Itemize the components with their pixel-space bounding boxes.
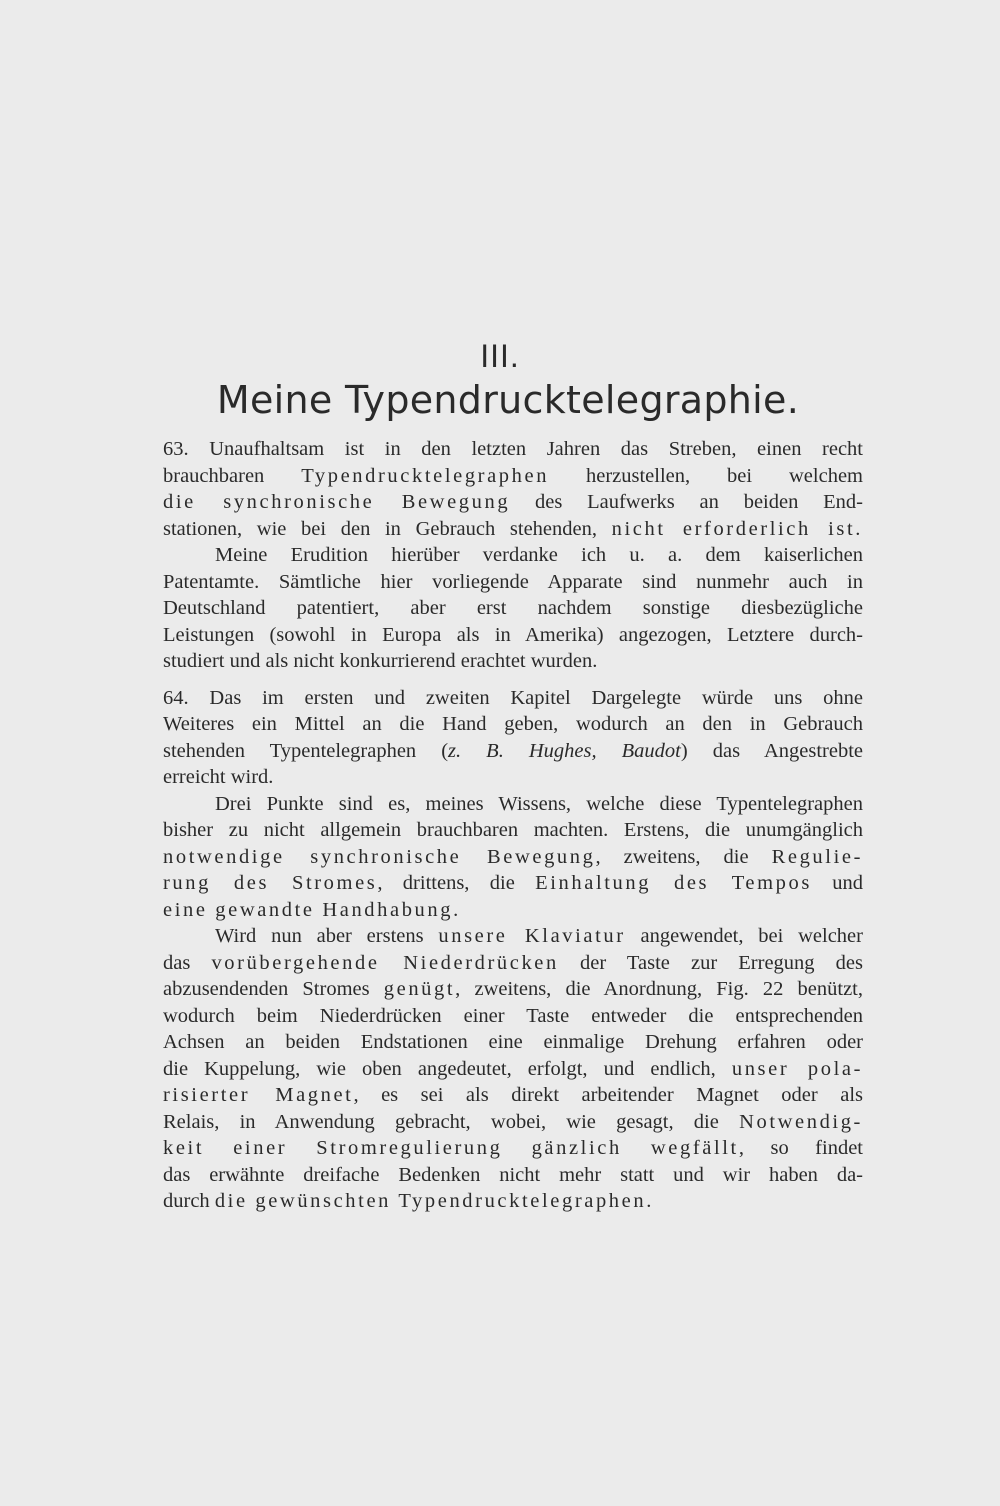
text-line	[163, 1188, 863, 1215]
text-segment: abzusendenden Stromes	[163, 978, 384, 1000]
spaced-emphasis: eine gewandte Handhabung	[163, 898, 454, 921]
text-segment: Patentamte. Sämtliche hier vorliegende Apparate sind nunmehr auch in	[163, 570, 863, 593]
spaced-emphasis: rung des Stromes	[163, 872, 378, 894]
text-segment: brauchbaren	[163, 464, 302, 487]
chapter-title: Meine Typendrucktelegraphie.	[216, 378, 800, 422]
text-segment: .	[453, 898, 459, 921]
text-segment: , zweitens, die	[595, 845, 772, 868]
text-segment: das erwähnte dreifache Bedenken nicht mehr statt und wir haben da-	[163, 1163, 863, 1186]
text-line	[163, 738, 863, 765]
spaced-emphasis: risierter Magnet	[163, 1084, 354, 1106]
text-segment: Relais, in Anwendung gebracht, wobei, wie gesagt, die	[163, 1110, 740, 1133]
text-line	[163, 764, 863, 791]
chapter-body	[163, 436, 863, 1215]
text-segment: angewendet, bei welcher	[625, 925, 863, 947]
text-segment: Meine Erudition hierüber verdanke ich u. a. dem kaiserlichen	[215, 544, 863, 566]
text-line	[163, 516, 863, 543]
spaced-emphasis: nicht erforderlich ist.	[611, 517, 863, 540]
text-line	[163, 1135, 863, 1162]
spaced-emphasis: Einhaltung des Tempos	[535, 872, 812, 894]
text-line	[163, 463, 863, 490]
text-line	[163, 489, 863, 516]
text-line	[163, 648, 863, 675]
italic-reference: z. B. Hughes, Baudot	[448, 739, 681, 762]
text-segment: , zweitens, die Anordnung, Fig. 22 benützt,	[455, 978, 864, 1000]
text-line	[163, 622, 863, 649]
spaced-emphasis: genügt	[383, 978, 456, 1000]
text-segment: Drei Punkte sind es, meines Wissens, welche diese Typentelegraphen	[215, 792, 863, 815]
section-number: 64.	[163, 686, 189, 709]
spaced-emphasis: die gewünschten Typendrucktelegraphen	[214, 1190, 647, 1212]
text-line	[163, 542, 863, 569]
spaced-emphasis: die synchronische Bewegung	[163, 491, 511, 513]
spaced-emphasis: keit einer Stromregulierung gänzlich wegfällt	[163, 1137, 739, 1159]
text-line	[163, 870, 863, 897]
text-segment: , so findet	[738, 1137, 863, 1159]
text-segment: erreicht wird.	[163, 766, 274, 788]
spaced-emphasis: Typendrucktelegraphen	[301, 464, 550, 487]
text-line	[163, 569, 863, 596]
text-line	[163, 436, 863, 463]
text-segment: herzustellen, bei welchem	[549, 464, 863, 487]
text-segment: Deutschland patentiert, aber erst nachdem sonstige diesbezügliche	[163, 597, 863, 619]
text-line	[163, 923, 863, 950]
text-line	[163, 685, 863, 712]
text-segment: und	[811, 872, 863, 894]
text-line	[163, 897, 863, 924]
text-line	[163, 1003, 863, 1030]
text-segment: die Kuppelung, wie oben angedeutet, erfolgt, und endlich,	[163, 1057, 732, 1080]
text-segment: Leistungen (sowohl in Europa als in Amerika) angezogen, Letztere durch-	[163, 623, 863, 646]
text-segment: .	[646, 1190, 652, 1212]
text-segment: Unaufhaltsam ist in den letzten Jahren das Streben, einen recht	[209, 438, 863, 460]
spaced-emphasis: unser pola-	[731, 1057, 863, 1080]
text-line	[163, 1029, 863, 1056]
text-segment: studiert und als nicht konkurrierend erachtet wurden.	[163, 650, 598, 672]
text-segment: , drittens, die	[377, 872, 536, 894]
text-line	[163, 1082, 863, 1109]
text-segment: wodurch beim Niederdrücken einer Taste entweder die entsprechenden	[163, 1004, 863, 1027]
text-line	[163, 791, 863, 818]
text-segment: Achsen an beiden Endstationen eine einmalige Drehung erfahren oder	[163, 1031, 863, 1053]
text-line	[163, 1109, 863, 1136]
text-segment: der Taste zur Erregung des	[558, 951, 864, 974]
text-segment: bisher zu nicht allgemein brauchbaren machten. Erstens, die unumgänglich	[163, 819, 863, 841]
text-line	[163, 595, 863, 622]
text-segment: durch	[163, 1190, 215, 1212]
text-segment: stationen, wie bei den in Gebrauch stehenden,	[163, 517, 612, 540]
spaced-emphasis: vorübergehende Niederdrücken	[211, 951, 559, 974]
text-segment: des Laufwerks an beiden End-	[510, 491, 863, 513]
text-segment: Weiteres ein Mittel an die Hand geben, wodurch an den in Gebrauch	[163, 713, 863, 735]
chapter-number: III.	[480, 338, 520, 374]
text-segment: Wird nun aber erstens	[215, 925, 439, 947]
text-line	[163, 817, 863, 844]
spaced-emphasis: Regulie-	[771, 845, 863, 868]
text-segment: stehenden Typentelegraphen (	[163, 739, 449, 762]
text-line	[163, 950, 863, 977]
spaced-emphasis: unsere Klaviatur	[438, 925, 626, 947]
text-line	[163, 976, 863, 1003]
text-line	[163, 1056, 863, 1083]
text-line	[163, 711, 863, 738]
text-line	[163, 1162, 863, 1189]
text-segment: das	[163, 951, 212, 974]
section-number: 63.	[163, 438, 189, 460]
spaced-emphasis: Notwendig-	[739, 1110, 863, 1133]
text-segment: Das im ersten und zweiten Kapitel Dargelegte würde uns ohne	[209, 686, 863, 709]
text-line	[163, 844, 863, 871]
spaced-emphasis: notwendige synchronische Bewegung	[163, 845, 596, 868]
text-segment: ) das Angestrebte	[680, 739, 863, 762]
section-gap	[163, 675, 863, 685]
text-segment: , es sei als direkt arbeitender Magnet oder als	[353, 1084, 863, 1106]
